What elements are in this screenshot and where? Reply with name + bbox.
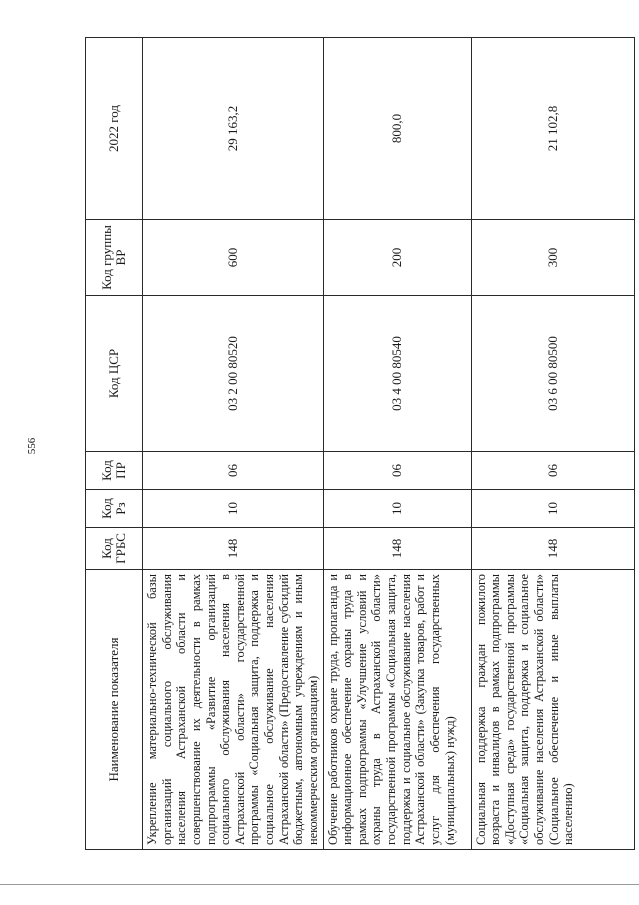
row-vr: 300 bbox=[471, 220, 634, 296]
row-amount: 21 102,8 bbox=[471, 38, 634, 220]
row-vr: 600 bbox=[143, 220, 324, 296]
table-header-row bbox=[86, 38, 143, 850]
row-name: Обучение работников охране труда, пропаганда и информационное обеспечение охраны труда в рамках подпрограммы «Улучшение условий и охраны труда в Астраханской области» государственной программы «Социальная защита, поддержка и социальное обслуживание населения Астраханской области» (Закупка товаров, работ и услуг для обеспечения государственных (муниципальных) нужд) bbox=[323, 570, 471, 850]
row-pr: 06 bbox=[323, 452, 471, 490]
row-rz: 10 bbox=[143, 490, 324, 528]
row-grbs: 148 bbox=[143, 528, 324, 570]
row-name: Социальная поддержка граждан пожилого возраста и инвалидов в рамках подпрограммы «Доступная среда» государственной программы «Социальная защита, поддержка и социальное обслуживание населения Астраханской области» (Социальное обеспечение и иные выплаты населению) bbox=[471, 570, 634, 850]
header-rz: Код Рз bbox=[86, 490, 143, 528]
page-bottom-rule bbox=[0, 884, 639, 885]
row-csr: 03 4 00 80540 bbox=[323, 296, 471, 452]
row-vr: 200 bbox=[323, 220, 471, 296]
table-row bbox=[143, 38, 324, 850]
header-pr: Код ПР bbox=[86, 452, 143, 490]
rotated-table-container bbox=[85, 38, 596, 850]
row-csr: 03 2 00 80520 bbox=[143, 296, 324, 452]
row-pr: 06 bbox=[471, 452, 634, 490]
header-grbs: Код ГРБС bbox=[86, 528, 143, 570]
row-grbs: 148 bbox=[471, 528, 634, 570]
table-row bbox=[471, 38, 634, 850]
row-pr: 06 bbox=[143, 452, 324, 490]
row-rz: 10 bbox=[471, 490, 634, 528]
row-name: Укрепление материально-технической базы организаций социального обслуживания населения Астраханской области и совершенствование их деятельности в рамках подпрограммы «Развитие организаций социального обслуживания населения в Астраханской области» государственной программы «Социальная защита, поддержка и социальное обслуживание населения Астраханской области» (Предоставление субсидий бюджетным, автономным учреждениям и иным некоммерческим организациям) bbox=[143, 570, 324, 850]
header-year: 2022 год bbox=[86, 38, 143, 220]
row-csr: 03 6 00 80500 bbox=[471, 296, 634, 452]
row-rz: 10 bbox=[323, 490, 471, 528]
page-number: 556 bbox=[26, 437, 38, 455]
row-amount: 800,0 bbox=[323, 38, 471, 220]
table-row bbox=[323, 38, 471, 850]
header-name: Наименование показателя bbox=[86, 570, 143, 850]
header-csr: Код ЦСР bbox=[86, 296, 143, 452]
row-grbs: 148 bbox=[323, 528, 471, 570]
budget-table bbox=[85, 37, 635, 850]
header-vr: Код группы ВР bbox=[86, 220, 143, 296]
row-amount: 29 163,2 bbox=[143, 38, 324, 220]
